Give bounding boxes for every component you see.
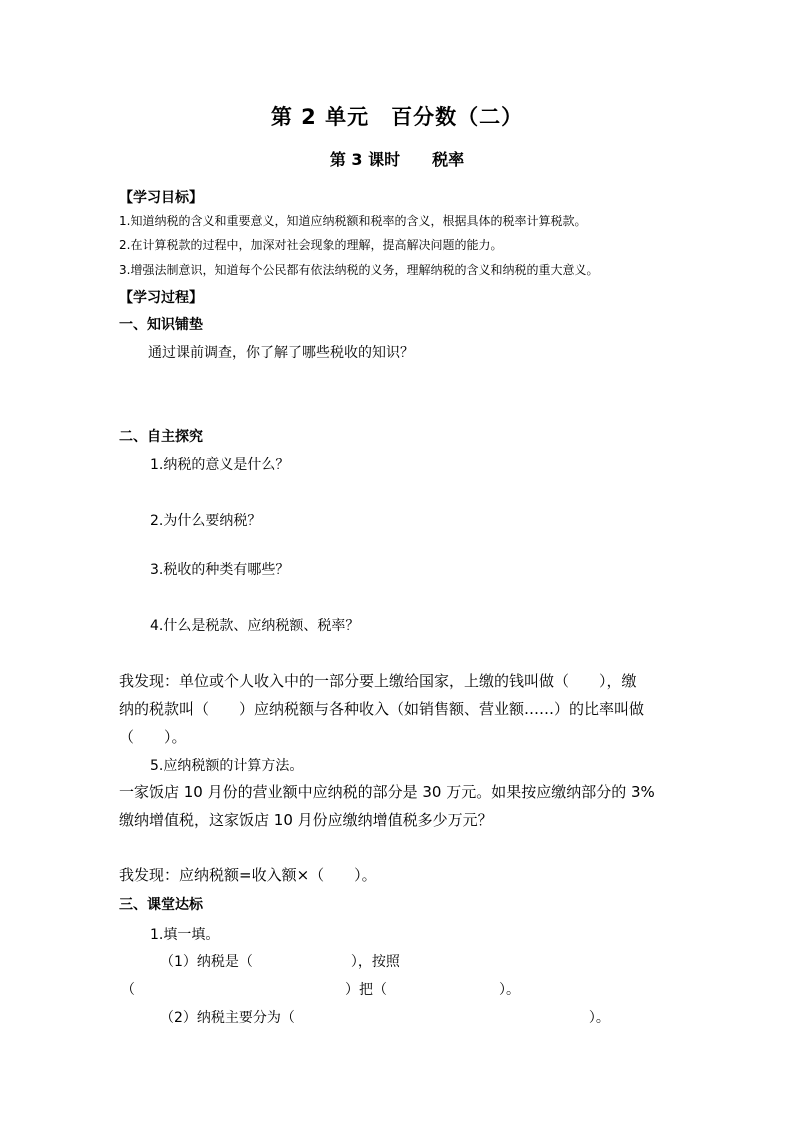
goal-item: 3.增强法制意识，知道每个公民都有依法纳税的义务，理解纳税的含义和纳税的重大意义。 (119, 263, 599, 277)
formula-line: 我发现：应纳税额=收入额×（ ）。 (119, 866, 377, 884)
fill-line: （2）纳税主要分为（ ）。 (160, 1010, 610, 1026)
section3-heading: 三、课堂达标 (119, 897, 203, 913)
question-item: 5.应纳税额的计算方法。 (150, 758, 304, 774)
process-heading: 【学习过程】 (119, 290, 203, 306)
fill-line: （ ）把（ ）。 (121, 982, 520, 998)
discovery-line: （ ）。 (119, 728, 187, 746)
question-item: 2.为什么要纳税？ (150, 513, 262, 529)
goals-heading: 【学习目标】 (119, 190, 203, 206)
fill-line: （1）纳税是（ ），按照 (160, 954, 400, 970)
goal-item: 1.知道纳税的含义和重要意义，知道应纳税额和税率的含义，根据具体的税率计算税款。 (119, 214, 587, 228)
section1-prompt: 通过课前调查，你了解了哪些税收的知识？ (148, 345, 414, 361)
question-item: 3.税收的种类有哪些？ (150, 562, 290, 578)
problem-line: 缴纳增值税，这家饭店 10 月份应缴纳增值税多少万元？ (119, 811, 493, 829)
question-item: 4.什么是税款、应纳税额、税率？ (150, 618, 360, 634)
section2-heading: 二、自主探究 (119, 429, 203, 445)
section1-heading: 一、知识铺垫 (119, 317, 203, 333)
question-item: 1.纳税的意义是什么？ (150, 457, 290, 473)
fill-question: 1.填一填。 (150, 927, 220, 943)
problem-line: 一家饭店 10 月份的营业额中应纳税的部分是 30 万元。如果按应缴纳部分的 3% (119, 783, 655, 801)
discovery-line: 我发现：单位或个人收入中的一部分要上缴给国家，上缴的钱叫做（ ），缴 (119, 672, 637, 690)
page-title: 第 2 单元 百分数（二） (270, 105, 524, 129)
lesson-subtitle: 第 3 课时 税率 (329, 150, 465, 169)
discovery-line: 纳的税款叫（ ）应纳税额与各种收入（如销售额、营业额……）的比率叫做 (119, 700, 645, 718)
goal-item: 2.在计算税款的过程中，加深对社会现象的理解，提高解决问题的能力。 (119, 238, 503, 252)
